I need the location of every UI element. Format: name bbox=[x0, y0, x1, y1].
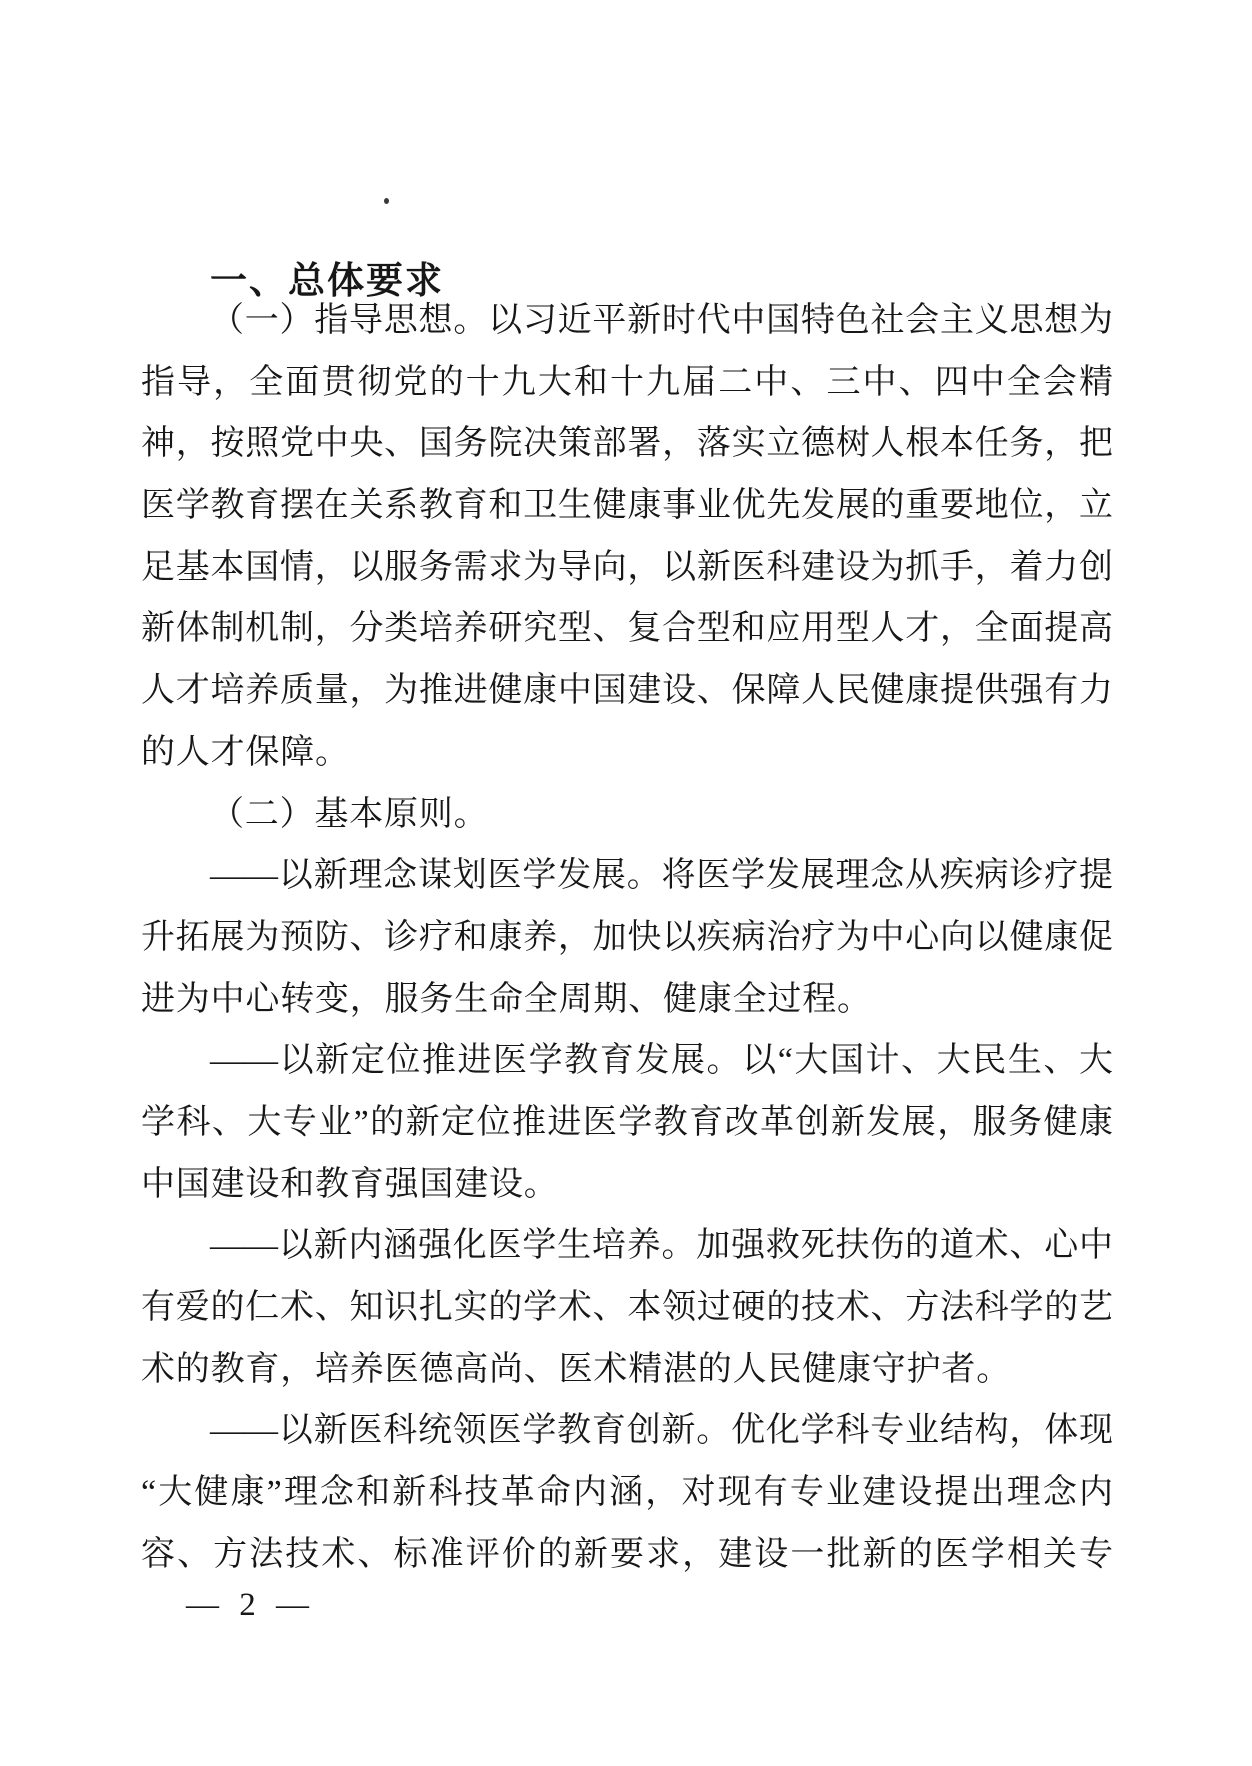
scan-speck bbox=[384, 198, 389, 204]
page-number: — 2 — bbox=[186, 1587, 315, 1623]
document-body bbox=[141, 290, 1113, 1585]
text-line: 医学教育摆在关系教育和卫生健康事业优先发展的重要地位，立 bbox=[141, 487, 1113, 525]
text-line: 指导，全面贯彻党的十九大和十九届二中、三中、四中全会精 bbox=[141, 363, 1113, 401]
text-line: 新体制机制，分类培养研究型、复合型和应用型人才，全面提高 bbox=[141, 610, 1113, 648]
text-line: 学科、大专业”的新定位推进医学教育改革创新发展，服务健康 bbox=[141, 1103, 1113, 1141]
text-line: ——以新理念谋划医学发展。将医学发展理念从疾病诊疗提 bbox=[210, 857, 1113, 895]
paragraph bbox=[141, 1215, 1113, 1400]
text-line: 升拓展为预防、诊疗和康养，加快以疾病治疗为中心向以健康促 bbox=[141, 918, 1113, 956]
text-line: （二）基本原则。 bbox=[210, 795, 489, 833]
text-line: 容、方法技术、标准评价的新要求，建设一批新的医学相关专 bbox=[141, 1535, 1113, 1573]
paragraph bbox=[141, 1030, 1113, 1215]
text-line: 人才培养质量，为推进健康中国建设、保障人民健康提供强有力 bbox=[141, 672, 1113, 710]
text-line: 足基本国情，以服务需求为导向，以新医科建设为抓手，着力创 bbox=[141, 548, 1113, 586]
text-line: ——以新医科统领医学教育创新。优化学科专业结构，体现 bbox=[210, 1412, 1113, 1450]
paragraph bbox=[141, 290, 1113, 784]
text-line: 术的教育，培养医德高尚、医术精湛的人民健康守护者。 bbox=[141, 1350, 1011, 1388]
text-line: 进为中心转变，服务生命全周期、健康全过程。 bbox=[141, 980, 872, 1018]
text-line: （一）指导思想。以习近平新时代中国特色社会主义思想为 bbox=[210, 302, 1113, 339]
text-line: 中国建设和教育强国建设。 bbox=[141, 1165, 559, 1203]
paragraph bbox=[141, 784, 1113, 846]
text-line: “大健康”理念和新科技革命内涵，对现有专业建设提出理念内 bbox=[141, 1474, 1113, 1512]
text-line: 有爱的仁术、知识扎实的学术、本领过硬的技术、方法科学的艺 bbox=[141, 1289, 1113, 1326]
paragraph bbox=[141, 1400, 1113, 1585]
text-line: ——以新内涵强化医学生培养。加强救死扶伤的道术、心中 bbox=[210, 1227, 1113, 1265]
text-line: 神，按照党中央、国务院决策部署，落实立德树人根本任务，把 bbox=[141, 425, 1113, 463]
text-line: 的人才保障。 bbox=[141, 733, 350, 771]
text-line: ——以新定位推进医学教育发展。以“大国计、大民生、大 bbox=[210, 1042, 1113, 1080]
paragraph bbox=[141, 845, 1113, 1030]
section-heading: 一、总体要求 bbox=[210, 259, 444, 301]
